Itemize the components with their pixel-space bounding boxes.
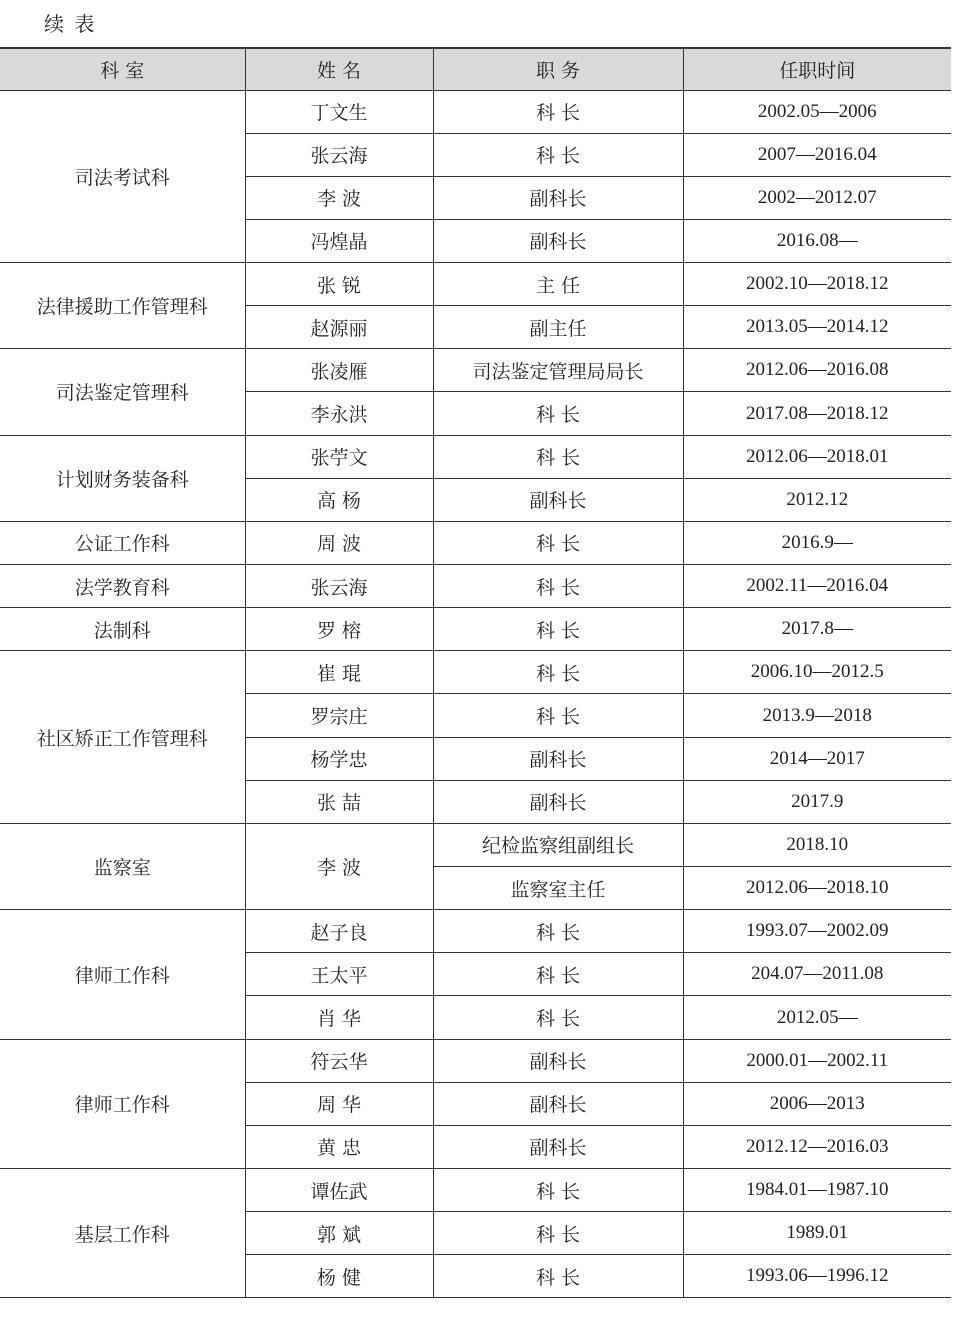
- tenure-cell: 2012.06—2018.01: [683, 435, 951, 478]
- tenure-cell: 2018.10: [683, 823, 951, 866]
- position-cell: 纪检监察组副组长: [433, 823, 683, 866]
- tenure-cell: 1993.07—2002.09: [683, 910, 951, 953]
- position-cell: 科 长: [433, 1169, 683, 1212]
- tenure-cell: 2006—2013: [683, 1082, 951, 1125]
- department-cell: 司法鉴定管理科: [0, 349, 245, 435]
- name-cell: 罗 榕: [245, 608, 433, 651]
- position-cell: 科 长: [433, 435, 683, 478]
- table-caption: 续 表: [44, 12, 97, 36]
- table-row: [0, 1169, 951, 1212]
- position-cell: 科 长: [433, 1212, 683, 1255]
- name-cell: 郭 斌: [245, 1212, 433, 1255]
- header-tenure: 任职时间: [683, 48, 951, 90]
- department-cell: 基层工作科: [0, 1169, 245, 1298]
- table-row: [0, 910, 951, 953]
- position-cell: 科 长: [433, 133, 683, 176]
- tenure-cell: 2016.9—: [683, 521, 951, 564]
- department-cell: 律师工作科: [0, 1039, 245, 1168]
- position-cell: 主 任: [433, 263, 683, 306]
- table-row: [0, 90, 951, 133]
- staff-roster-table: [0, 47, 951, 1298]
- name-cell: 符云华: [245, 1039, 433, 1082]
- name-cell: 高 杨: [245, 478, 433, 521]
- name-cell: 王太平: [245, 953, 433, 996]
- name-cell: 周 波: [245, 521, 433, 564]
- tenure-cell: 2012.06—2018.10: [683, 867, 951, 910]
- position-cell: 科 长: [433, 651, 683, 694]
- name-cell: 黄 忠: [245, 1125, 433, 1168]
- position-cell: 副科长: [433, 219, 683, 262]
- position-cell: 副科长: [433, 737, 683, 780]
- name-cell: 李 波: [245, 176, 433, 219]
- name-cell: 冯煌晶: [245, 219, 433, 262]
- tenure-cell: 2016.08—: [683, 219, 951, 262]
- tenure-cell: 204.07—2011.08: [683, 953, 951, 996]
- name-cell: 赵子良: [245, 910, 433, 953]
- name-cell: 丁文生: [245, 90, 433, 133]
- department-cell: 法制科: [0, 608, 245, 651]
- table-row: [0, 565, 951, 608]
- position-cell: 科 长: [433, 996, 683, 1039]
- tenure-cell: 2012.06—2016.08: [683, 349, 951, 392]
- name-cell: 张云海: [245, 133, 433, 176]
- tenure-cell: 2000.01—2002.11: [683, 1039, 951, 1082]
- position-cell: 科 长: [433, 521, 683, 564]
- table-row: [0, 823, 951, 866]
- roster-body: [0, 90, 951, 1298]
- table-row: [0, 349, 951, 392]
- position-cell: 科 长: [433, 910, 683, 953]
- position-cell: 科 长: [433, 953, 683, 996]
- department-cell: 公证工作科: [0, 521, 245, 564]
- position-cell: 副科长: [433, 176, 683, 219]
- department-cell: 法律援助工作管理科: [0, 263, 245, 349]
- header-position: 职 务: [433, 48, 683, 90]
- name-cell: 张云海: [245, 565, 433, 608]
- position-cell: 副科长: [433, 780, 683, 823]
- table-row: [0, 1039, 951, 1082]
- tenure-cell: 1984.01—1987.10: [683, 1169, 951, 1212]
- table-row: [0, 651, 951, 694]
- name-cell: 张 喆: [245, 780, 433, 823]
- position-cell: 科 长: [433, 694, 683, 737]
- department-cell: 计划财务装备科: [0, 435, 245, 521]
- table-row: [0, 521, 951, 564]
- tenure-cell: 2006.10—2012.5: [683, 651, 951, 694]
- tenure-cell: 2013.05—2014.12: [683, 306, 951, 349]
- position-cell: 科 长: [433, 565, 683, 608]
- header-row: [0, 48, 951, 90]
- table-row: [0, 608, 951, 651]
- position-cell: 科 长: [433, 392, 683, 435]
- tenure-cell: 2012.05—: [683, 996, 951, 1039]
- name-cell: 肖 华: [245, 996, 433, 1039]
- position-cell: 副科长: [433, 478, 683, 521]
- table-row: [0, 435, 951, 478]
- tenure-cell: 2002.10—2018.12: [683, 263, 951, 306]
- tenure-cell: 2012.12: [683, 478, 951, 521]
- name-cell: 张凌雁: [245, 349, 433, 392]
- department-cell: 监察室: [0, 823, 245, 909]
- position-cell: 监察室主任: [433, 867, 683, 910]
- name-cell: 李永洪: [245, 392, 433, 435]
- name-cell: 杨 健: [245, 1255, 433, 1298]
- position-cell: 副科长: [433, 1039, 683, 1082]
- name-cell: 杨学忠: [245, 737, 433, 780]
- name-cell: 赵源丽: [245, 306, 433, 349]
- tenure-cell: 2017.08—2018.12: [683, 392, 951, 435]
- department-cell: 律师工作科: [0, 910, 245, 1039]
- position-cell: 司法鉴定管理局局长: [433, 349, 683, 392]
- tenure-cell: 2002.05—2006: [683, 90, 951, 133]
- name-cell: 周 华: [245, 1082, 433, 1125]
- table-row: [0, 263, 951, 306]
- tenure-cell: 1989.01: [683, 1212, 951, 1255]
- position-cell: 副科长: [433, 1082, 683, 1125]
- position-cell: 副科长: [433, 1125, 683, 1168]
- department-cell: 司法考试科: [0, 90, 245, 263]
- tenure-cell: 2013.9—2018: [683, 694, 951, 737]
- name-cell: 张苧文: [245, 435, 433, 478]
- department-cell: 法学教育科: [0, 565, 245, 608]
- tenure-cell: 2012.12—2016.03: [683, 1125, 951, 1168]
- position-cell: 科 长: [433, 1255, 683, 1298]
- position-cell: 科 长: [433, 608, 683, 651]
- name-cell: 谭佐武: [245, 1169, 433, 1212]
- position-cell: 副主任: [433, 306, 683, 349]
- name-cell: 崔 琨: [245, 651, 433, 694]
- header-department: 科 室: [0, 48, 245, 90]
- tenure-cell: 2017.8—: [683, 608, 951, 651]
- tenure-cell: 1993.06—1996.12: [683, 1255, 951, 1298]
- name-cell: 李 波: [245, 823, 433, 909]
- name-cell: 张 锐: [245, 263, 433, 306]
- name-cell: 罗宗庄: [245, 694, 433, 737]
- tenure-cell: 2007—2016.04: [683, 133, 951, 176]
- tenure-cell: 2002—2012.07: [683, 176, 951, 219]
- tenure-cell: 2014—2017: [683, 737, 951, 780]
- tenure-cell: 2017.9: [683, 780, 951, 823]
- header-name: 姓 名: [245, 48, 433, 90]
- position-cell: 科 长: [433, 90, 683, 133]
- department-cell: 社区矫正工作管理科: [0, 651, 245, 824]
- tenure-cell: 2002.11—2016.04: [683, 565, 951, 608]
